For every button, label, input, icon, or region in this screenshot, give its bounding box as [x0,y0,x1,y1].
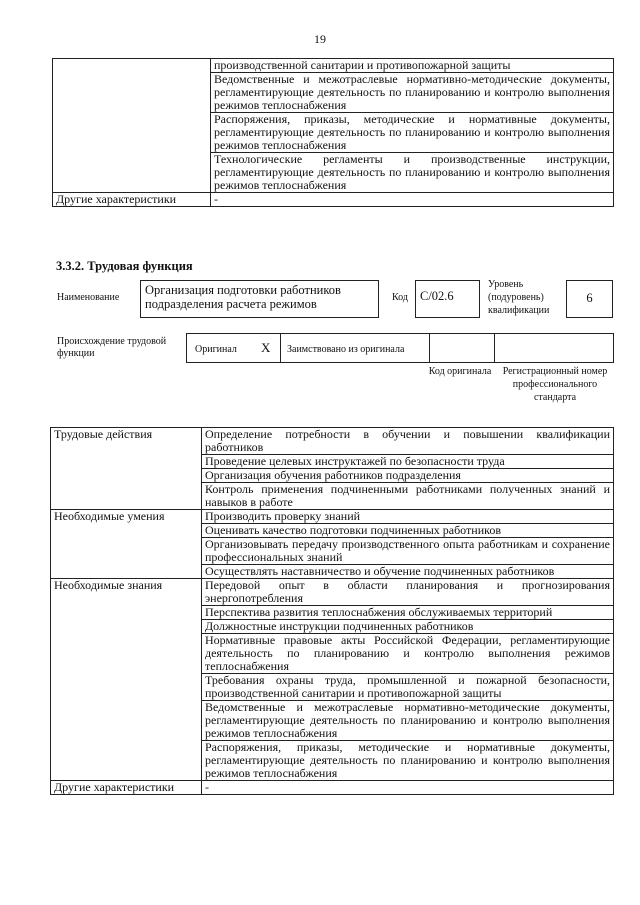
other-characteristics-label: Другие характеристики [51,781,202,795]
table-row: Организовывать передачу производственного опыта работникам и сохранение профессиональных знаний [202,538,614,565]
code-label: Код [392,292,408,303]
table-row: Передовой опыт в области планирования и прогнозирования энергопотребления [202,579,614,606]
table-row: Распоряжения, приказы, методические и нормативные документы, регламентирующие деятельность по планированию и контролю выполнения режимов теплоснабжения [211,113,614,153]
registration-number-caption: Регистрационный номер профессионального стандарта [502,366,608,403]
other-characteristics-label: Другие характеристики [53,193,211,207]
table-row: Нормативные правовые акты Российской Федерации, регламентирующие деятельность по планированию и контролю выполнения режимов теплоснабжения [202,634,614,674]
table-row: Производить проверку знаний [202,510,614,524]
origin-label: Происхождение трудовой функции [57,336,167,359]
table-cell-empty [53,59,211,193]
qualification-level-value: 6 [566,280,613,318]
table-row: Требования охраны труда, промышленной и пожарной безопасности, производственной санитарии и противопожарной защиты [202,674,614,701]
table-row: Определение потребности в обучении и повышении квалификации работников [202,428,614,455]
borrowed-label: Заимствовано из оригинала [287,344,405,355]
other-characteristics-value: - [202,781,614,795]
table-row: производственной санитарии и противопожарной защиты [211,59,614,73]
skills-label: Необходимые умения [51,510,202,579]
knowledge-continuation-table [52,58,614,207]
table-row: Ведомственные и межотраслевые нормативно-методические документы, регламентирующие деятельность по планированию и контролю выполнения режимов теплоснабжения [211,73,614,113]
code-original-caption: Код оригинала [428,366,492,377]
table-row: Оценивать качество подготовки подчиненных работников [202,524,614,538]
page-number: 19 [314,32,326,46]
table-row: Проведение целевых инструктажей по безопасности труда [202,455,614,469]
section-title: 3.3.2. Трудовая функция [56,259,193,273]
table-row: Перспектива развития теплоснабжения обслуживаемых территорий [202,606,614,620]
table-row: Технологические регламенты и производственные инструкции, регламентирующие деятельность по планированию и контролю выполнения режимов теплоснабжения [211,153,614,193]
table-row: Распоряжения, приказы, методические и нормативные документы, регламентирующие деятельность по планированию и контролю выполнения режимов теплоснабжения [202,741,614,781]
origin-table [186,333,614,363]
qualification-level-label: Уровень (подуровень) квалификации [488,279,550,316]
function-name-box: Организация подготовки работников подразделения расчета режимов [140,280,379,318]
table-row: Должностные инструкции подчиненных работников [202,620,614,634]
table-row: Организация обучения работников подразделения [202,469,614,483]
code-value-box: С/02.6 [415,280,480,318]
knowledge-label: Необходимые знания [51,579,202,781]
labor-actions-label: Трудовые действия [51,428,202,510]
table-row: Контроль применения подчиненными работниками полученных знаний и навыков в работе [202,483,614,510]
original-mark: X [261,340,271,355]
other-characteristics-value: - [211,193,614,207]
name-label: Наименование [57,292,120,303]
table-row: Осуществлять наставничество и обучение подчиненных работников [202,565,614,579]
table-row: Ведомственные и межотраслевые нормативно-методические документы, регламентирующие деятельность по планированию и контролю выполнения режимов теплоснабжения [202,701,614,741]
labor-function-table [50,427,614,795]
original-label: Оригинал [195,344,237,355]
